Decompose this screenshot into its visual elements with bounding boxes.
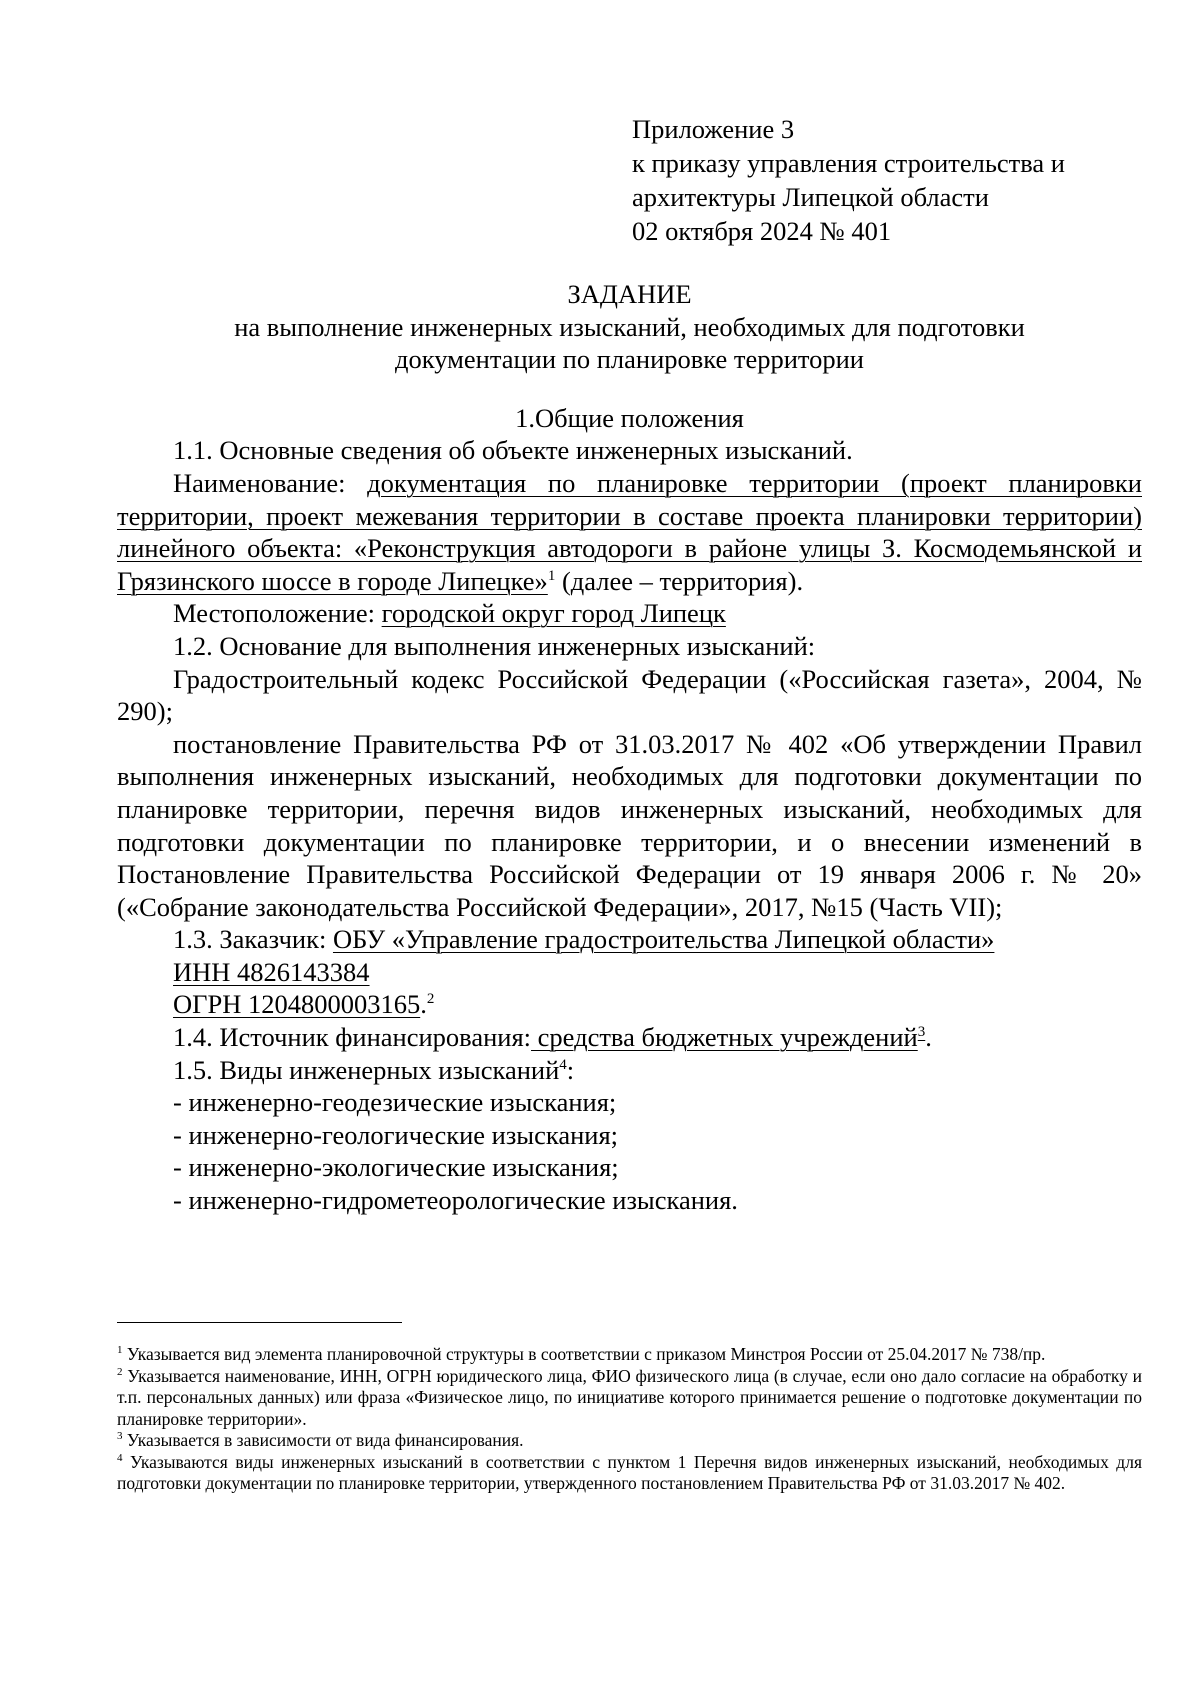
object-name-tail: (далее – территория). xyxy=(555,565,804,596)
appendix-line: архитектуры Липецкой области xyxy=(632,182,989,212)
object-name-value: документация по планировке территории (проект планировки территории, проект межевания территории в составе проекта планировки территории) линейного объекта: «Реконструкция автодороги в районе улицы З. Космодемьянской и Грязинского шоссе в городе Липецке» xyxy=(117,467,1142,596)
finance-paragraph xyxy=(117,1021,1142,1054)
basis-paragraph: постановление Правительства РФ от 31.03.2017 № 402 «Об утверждении Правил выполнения инженерных изысканий, необходимых для подготовки документации по планировке территории, перечня видов инженерных изысканий, необходимых для подготовки документации по планировке территории, и о внесении изменений в Постановление Правительства Российской Федерации от 19 января 2006 г. № 20» («Собрание законодательства Российской Федерации», 2017, №15 (Часть VII); xyxy=(117,728,1142,922)
survey-types-paragraph xyxy=(117,1054,1142,1087)
footnote xyxy=(117,1366,1142,1431)
footnotes xyxy=(117,1344,1142,1495)
location-label: Местоположение: xyxy=(173,598,382,629)
footnote-mark: 4 xyxy=(117,1451,123,1464)
customer-value: ОБУ «Управление градостроительства Липецкой области» xyxy=(332,924,995,955)
footnote xyxy=(117,1344,1142,1366)
basis-paragraph: Градостроительный кодекс Российской Федерации («Российская газета», 2004, № 290); xyxy=(117,663,1142,727)
appendix-line: 02 октября 2024 № 401 xyxy=(632,216,892,246)
document-body xyxy=(117,278,1142,1217)
footnote-text: Указываются виды инженерных изысканий в соответствии с пунктом 1 Перечня видов инженерных изысканий, необходимых для подготовки документации по планировке территории, утвержденного постановлением Правительства РФ от 31.03.2017 № 402. xyxy=(117,1451,1142,1493)
footnote-text: Указывается в зависимости от вида финансирования. xyxy=(122,1430,524,1450)
survey-types-label: 1.5. Виды инженерных изысканий xyxy=(173,1054,560,1085)
ogrn-value: ОГРН 1204800003165 xyxy=(173,989,421,1020)
document-title: ЗАДАНИЕ xyxy=(567,279,692,309)
footnote-text: Указывается наименование, ИНН, ОГРН юридического лица, ФИО физического лица (в случае, если оно дало согласие на обработку и т.п. персональных данных) или фраза «Физическое лицо, по инициативе которого принимается решение о подготовке документации по планировке территории». xyxy=(117,1365,1142,1429)
survey-types-tail: : xyxy=(566,1054,575,1085)
paragraph-1-1: 1.1. Основные сведения об объекте инженерных изысканий. xyxy=(173,435,853,466)
customer-paragraph xyxy=(117,923,1142,956)
footnote-mark: 2 xyxy=(117,1365,123,1378)
document-subtitle-line: на выполнение инженерных изысканий, необходимых для подготовки xyxy=(234,311,1025,342)
footnote-ref: 3 xyxy=(917,1024,926,1041)
appendix-line: к приказу управления строительства и xyxy=(632,148,1065,178)
footnote xyxy=(117,1430,1142,1452)
survey-type-item: - инженерно-гидрометеорологические изыскания. xyxy=(173,1185,738,1216)
survey-type-item: - инженерно-геологические изыскания; xyxy=(173,1119,619,1150)
footnote-text: Указывается вид элемента планировочной структуры в соответствии с приказом Минстроя России от 25.04.2017 № 738/пр. xyxy=(122,1344,1046,1364)
paragraph-1-2: 1.2. Основание для выполнения инженерных изысканий: xyxy=(173,630,816,661)
footnote-separator xyxy=(117,1322,402,1323)
location-paragraph xyxy=(117,597,1142,630)
finance-tail: . xyxy=(925,1022,932,1053)
object-name-label: Наименование: xyxy=(173,467,368,498)
section-heading: 1.Общие положения xyxy=(515,402,744,433)
inn-value: ИНН 4826143384 xyxy=(173,956,370,987)
object-name-paragraph xyxy=(117,467,1142,597)
appendix-line: Приложение 3 xyxy=(632,114,795,144)
finance-value: средства бюджетных учреждений xyxy=(531,1022,918,1053)
footnote-mark: 1 xyxy=(117,1344,123,1357)
footnote-ref: 4 xyxy=(559,1056,567,1073)
inn-line xyxy=(117,956,1142,989)
document-subtitle-line: документации по планировке территории xyxy=(394,344,864,375)
footnote-ref: 1 xyxy=(547,567,556,584)
survey-type-item: - инженерно-экологические изыскания; xyxy=(173,1152,619,1183)
finance-label: 1.4. Источник финансирования: xyxy=(173,1022,532,1053)
footnote-mark: 3 xyxy=(117,1430,123,1443)
ogrn-line xyxy=(117,988,1142,1021)
appendix-header xyxy=(632,112,1152,248)
ogrn-tail: . xyxy=(420,989,427,1020)
survey-type-item: - инженерно-геодезические изыскания; xyxy=(173,1087,617,1118)
customer-label: 1.3. Заказчик: xyxy=(173,924,333,955)
footnote xyxy=(117,1452,1142,1495)
location-value: городской округ город Липецк xyxy=(381,598,726,629)
footnote-ref: 2 xyxy=(426,991,435,1008)
